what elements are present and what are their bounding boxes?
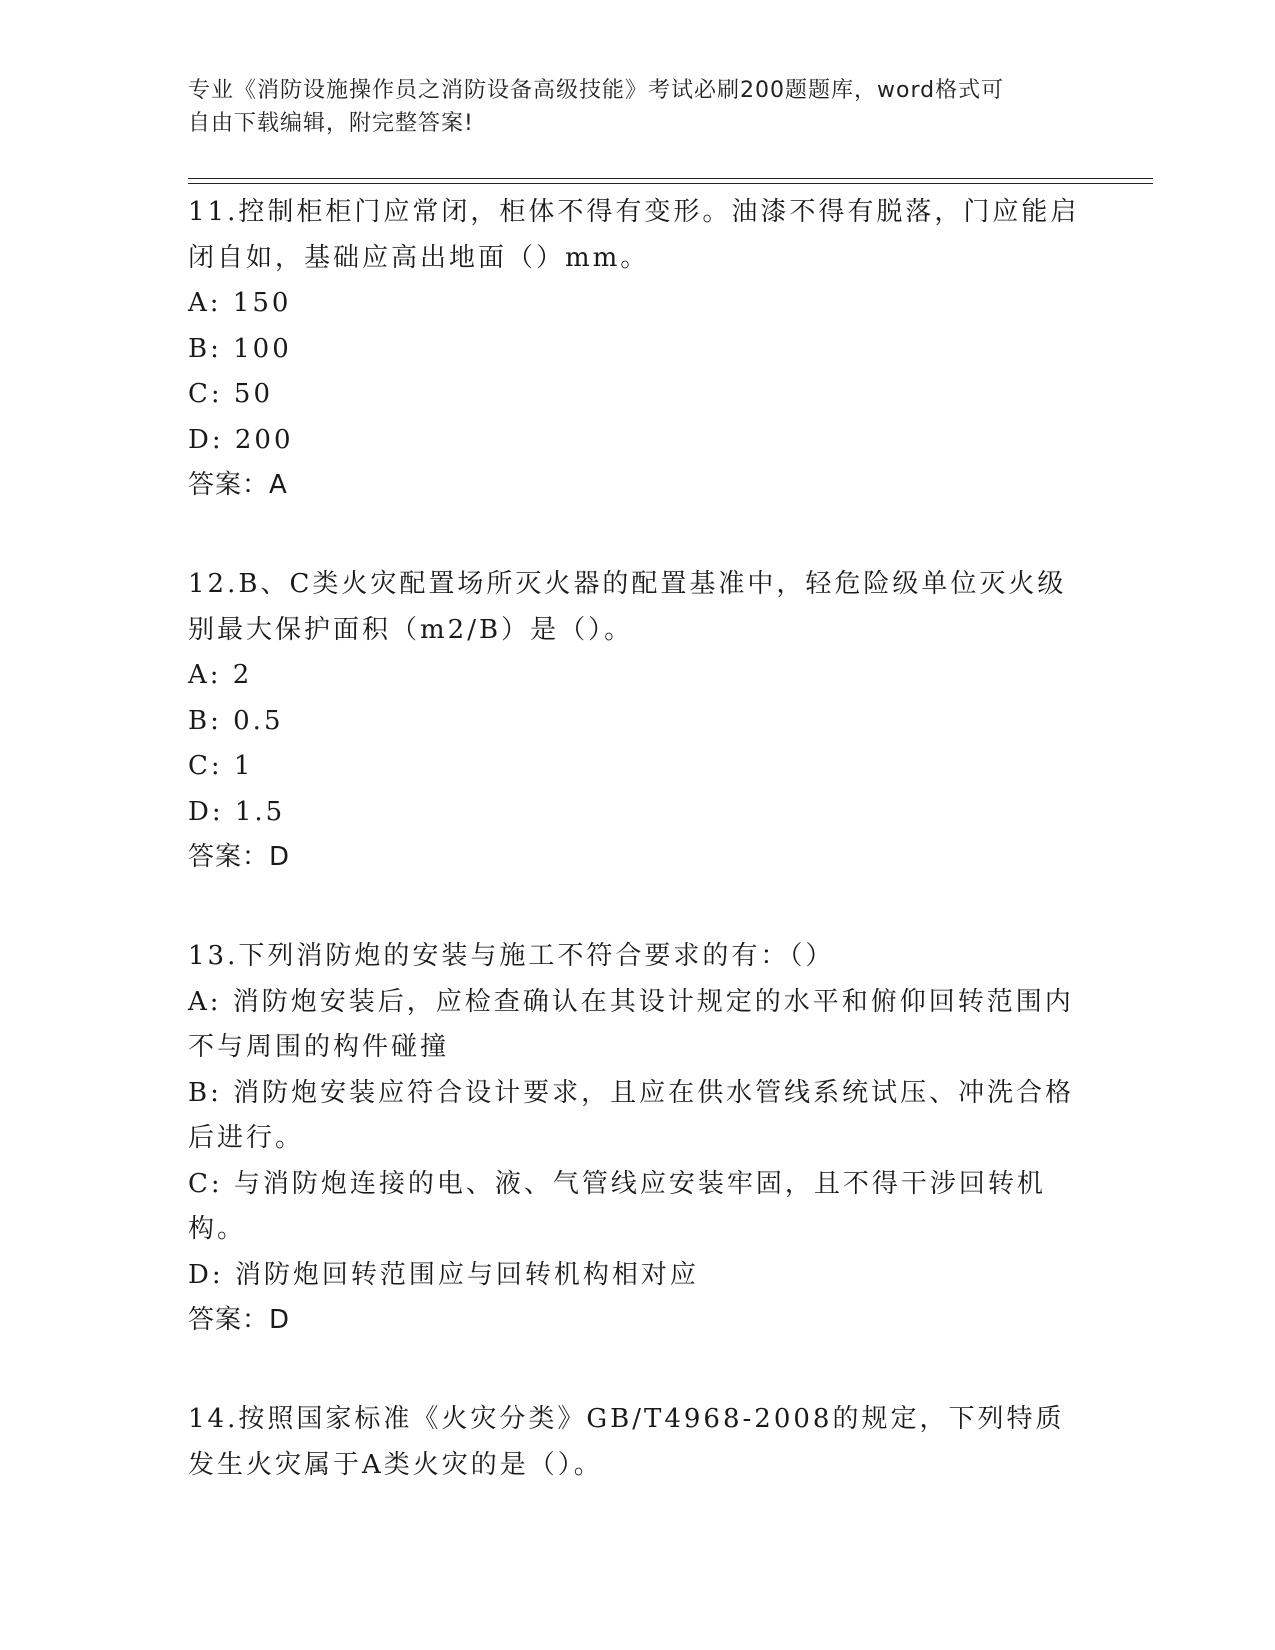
question-12 — [188, 562, 1088, 880]
option-d: D: 200 — [188, 424, 294, 455]
question-text: 14.按照国家标准《火灾分类》GB/T4968-2008的规定，下列特质发生火灾属于A类火灾的是（）。 — [188, 1404, 1065, 1480]
option-d: D: 1.5 — [188, 796, 286, 827]
option-b: B: 0.5 — [188, 705, 284, 736]
header-rule-top — [188, 178, 1153, 179]
option-c: C: 1 — [188, 751, 254, 781]
header-line-2: 自由下载编辑，附完整答案! — [188, 111, 474, 136]
option-a: A: 2 — [188, 660, 253, 690]
question-13 — [188, 934, 1088, 1343]
option-d: D: 消防炮回转范围应与回转机构相对应 — [188, 1259, 699, 1290]
option-a: A: 150 — [188, 288, 292, 318]
option-b: B: 100 — [188, 333, 292, 364]
question-text: 11.控制柜柜门应常闭，柜体不得有变形。油漆不得有脱落，门应能启闭自如，基础应高出地面（）mm。 — [188, 197, 1080, 273]
option-c: C: 50 — [188, 379, 274, 409]
question-text: 13.下列消防炮的安装与施工不符合要求的有：（） — [188, 941, 835, 971]
question-11 — [188, 190, 1088, 508]
answer-label: 答案：A — [188, 470, 288, 500]
option-c: C: 与消防炮连接的电、液、气管线应安装牢固，且不得干涉回转机构。 — [188, 1168, 1046, 1244]
answer-label: 答案：D — [188, 842, 291, 872]
question-list — [188, 190, 1088, 1542]
header-rule-bottom — [188, 183, 1153, 184]
option-b: B: 消防炮安装应符合设计要求，且应在供水管线系统试压、冲洗合格后进行。 — [188, 1077, 1075, 1153]
header-line-1: 专业《消防设施操作员之消防设备高级技能》考试必刷200题题库，word格式可 — [188, 78, 1005, 103]
option-a: A: 消防炮安装后，应检查确认在其设计规定的水平和俯仰回转范围内不与周围的构件碰撞 — [188, 986, 1074, 1062]
answer-label: 答案：D — [188, 1305, 291, 1335]
question-14 — [188, 1397, 1088, 1488]
document-header — [188, 74, 1068, 140]
question-text: 12.B、C类火灾配置场所灭火器的配置基准中，轻危险级单位灭火级别最大保护面积（m2/B）是（）。 — [188, 569, 1067, 645]
